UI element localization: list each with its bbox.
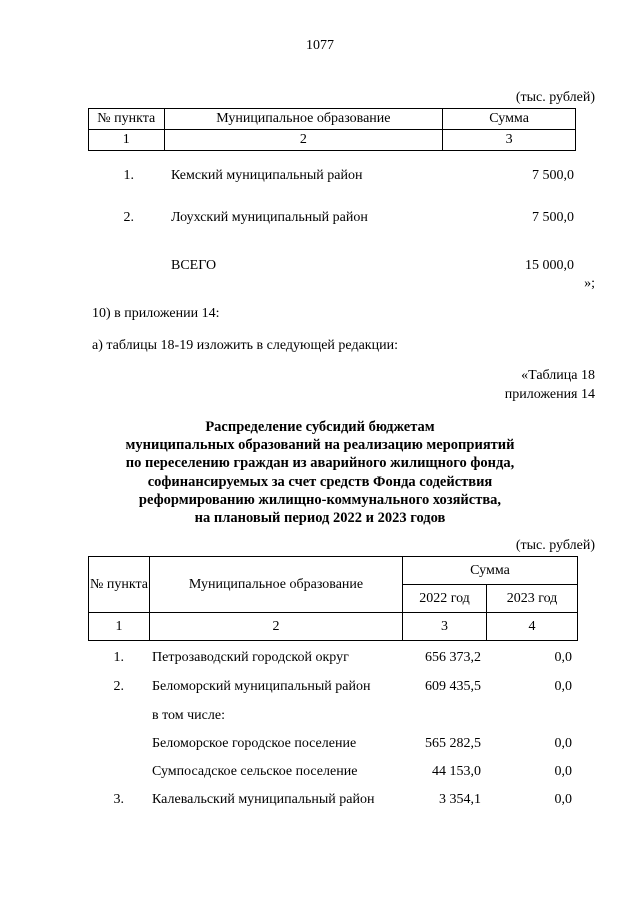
row-value-2022: 44 153,0 <box>432 764 481 779</box>
title-line: реформированию жилищно-коммунального хозяйства, <box>138 491 502 508</box>
table1-index-3: 3 <box>443 130 576 151</box>
table2-col-name-header: Муниципальное образование <box>150 557 403 613</box>
table2-col-sum-header: Сумма <box>403 557 578 585</box>
table2-title <box>0 418 640 527</box>
total-label: ВСЕГО <box>171 258 217 273</box>
table-reference <box>505 366 595 404</box>
row-value-2023: 0,0 <box>554 764 572 779</box>
table1-unit: (тыс. рублей) <box>515 90 595 105</box>
row-number: 1. <box>113 650 124 665</box>
row-value-2022: 565 282,5 <box>425 736 481 751</box>
table1-index-1: 1 <box>89 130 165 151</box>
row-number: 1. <box>123 168 134 183</box>
table1-header <box>88 108 576 151</box>
page-number: 1077 <box>306 38 334 53</box>
row-number: 3. <box>113 792 124 807</box>
table2-unit: (тыс. рублей) <box>515 538 595 553</box>
row-amount: 7 500,0 <box>532 210 574 225</box>
table2-index-4: 4 <box>487 613 578 641</box>
row-name: Петрозаводский городской округ <box>152 650 349 665</box>
table1-col-sum-header: Сумма <box>443 109 576 130</box>
row-value-2023: 0,0 <box>554 650 572 665</box>
table2-index-2: 2 <box>150 613 403 641</box>
row-value-2023: 0,0 <box>554 792 572 807</box>
table1-col-name-header: Муниципальное образование <box>164 109 443 130</box>
table2-index-3: 3 <box>403 613 487 641</box>
table2-header <box>88 556 578 641</box>
row-name: Беломорский муниципальный район <box>152 679 371 694</box>
paragraph-item-a: а) таблицы 18-19 изложить в следующей редакции: <box>92 338 398 353</box>
row-value-2023: 0,0 <box>554 736 572 751</box>
table-reference-line1: «Таблица 18 <box>521 368 595 383</box>
paragraph-item-10: 10) в приложении 14: <box>92 306 220 321</box>
table1-col-num-header: № пункта <box>89 109 165 130</box>
total-amount: 15 000,0 <box>525 258 574 273</box>
closing-quote: »; <box>584 276 595 291</box>
row-amount: 7 500,0 <box>532 168 574 183</box>
title-line: по переселению граждан из аварийного жилищного фонда, <box>125 455 515 472</box>
title-line: Распределение субсидий бюджетам <box>205 419 435 435</box>
row-name: Сумпосадское сельское поселение <box>152 764 358 779</box>
table1-index-2: 2 <box>164 130 443 151</box>
table2-col-2023-header: 2023 год <box>487 585 578 613</box>
row-name: Калевальский муниципальный район <box>152 792 375 807</box>
row-name: в том числе: <box>152 708 225 723</box>
row-value-2023: 0,0 <box>554 679 572 694</box>
table2-col-num-header: № пункта <box>89 557 150 613</box>
title-line: на плановый период 2022 и 2023 годов <box>194 510 446 527</box>
title-line: софинансируемых за счет средств Фонда содействия <box>147 473 493 490</box>
row-number: 2. <box>113 679 124 694</box>
title-line: муниципальных образований на реализацию мероприятий <box>125 437 515 454</box>
table2-index-1: 1 <box>89 613 150 641</box>
row-number: 2. <box>123 210 134 225</box>
row-name: Беломорское городское поселение <box>152 736 357 751</box>
row-name: Кемский муниципальный район <box>171 168 363 183</box>
table2-col-2022-header: 2022 год <box>403 585 487 613</box>
table-reference-line2: приложения 14 <box>504 387 595 402</box>
row-value-2022: 656 373,2 <box>425 650 481 665</box>
row-name: Лоухский муниципальный район <box>171 210 368 225</box>
row-value-2022: 609 435,5 <box>425 679 481 694</box>
row-value-2022: 3 354,1 <box>439 792 481 807</box>
